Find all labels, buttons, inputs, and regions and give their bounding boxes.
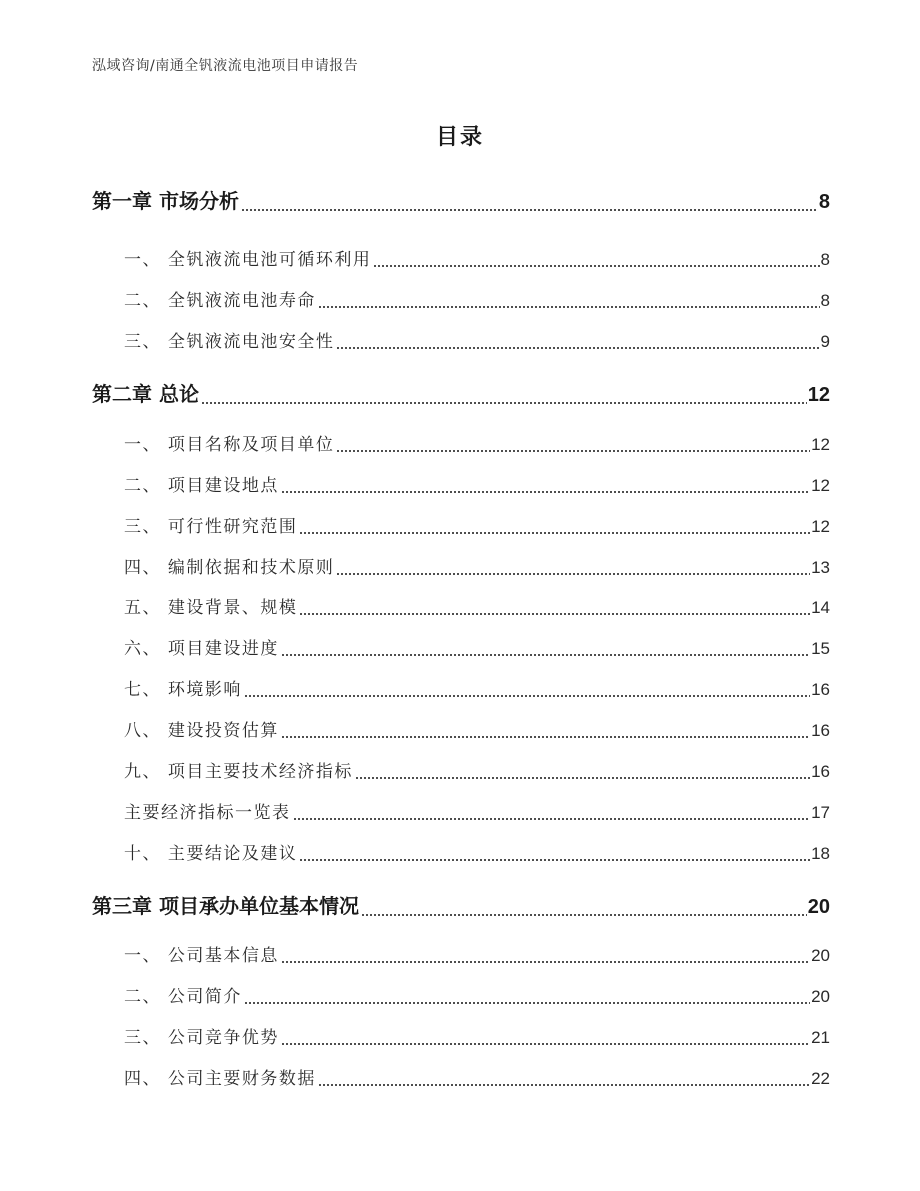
dot-leader <box>281 721 810 738</box>
toc-entry[interactable] <box>92 1023 830 1048</box>
toc-entry-page: 20 <box>807 896 830 918</box>
toc-entry-chapter-2[interactable] <box>92 378 830 407</box>
toc-entry-page: 12 <box>811 517 830 536</box>
toc-entry[interactable] <box>92 553 830 578</box>
toc-entry-label: 二、 公司简介 <box>124 987 242 1007</box>
toc-entry-label: 四、 公司主要财务数据 <box>124 1069 316 1089</box>
toc-entry-page: 17 <box>811 803 830 822</box>
toc-entry-label: 六、 项目建设进度 <box>124 639 279 659</box>
toc-entry-page: 20 <box>811 987 830 1006</box>
toc-entry[interactable] <box>92 471 830 496</box>
toc-entry[interactable] <box>92 286 830 311</box>
dot-leader <box>318 1069 810 1086</box>
toc-entry[interactable] <box>92 941 830 966</box>
toc-entry[interactable] <box>92 982 830 1007</box>
dot-leader <box>241 191 818 211</box>
toc-entry-page: 14 <box>811 598 830 617</box>
toc-entry-label: 八、 建设投资估算 <box>124 721 279 741</box>
toc-entry-page: 8 <box>820 250 830 269</box>
dot-leader <box>293 803 811 820</box>
toc-entry-page: 12 <box>811 476 830 495</box>
toc-entry-page: 20 <box>811 946 830 965</box>
toc-entry-page: 13 <box>811 558 830 577</box>
toc-entry-chapter-3[interactable] <box>92 890 830 919</box>
toc-entry[interactable] <box>92 757 830 782</box>
toc-entry-page: 18 <box>811 844 830 863</box>
dot-leader <box>318 291 820 308</box>
toc-entry-label: 第一章 市场分析 <box>92 189 239 213</box>
dot-leader <box>201 384 807 404</box>
toc-entry-label: 一、 公司基本信息 <box>124 946 279 966</box>
dot-leader <box>244 680 810 697</box>
toc-entry-page: 8 <box>818 191 830 213</box>
toc-entry-page: 16 <box>811 680 830 699</box>
toc-entry-page: 22 <box>811 1069 830 1088</box>
toc-entry[interactable] <box>92 716 830 741</box>
toc-entry-page: 15 <box>811 639 830 658</box>
dot-leader <box>244 987 810 1004</box>
toc-entry-page: 16 <box>811 721 830 740</box>
dot-leader <box>336 332 819 349</box>
toc-entry-page: 21 <box>811 1028 830 1047</box>
dot-leader <box>336 558 810 575</box>
toc-entry-label: 第二章 总论 <box>92 382 199 406</box>
toc-entry-page: 12 <box>807 384 830 406</box>
dot-leader <box>299 517 810 534</box>
toc-entry[interactable] <box>92 634 830 659</box>
toc-entry-label: 七、 环境影响 <box>124 680 242 700</box>
toc-entry[interactable] <box>92 1064 830 1089</box>
toc-entry-page: 16 <box>811 762 830 781</box>
toc-entry-chapter-1[interactable] <box>92 185 830 214</box>
running-header: 泓域咨询/南通全钒液流电池项目申请报告 <box>92 58 359 74</box>
toc-title: 目录 <box>435 125 484 150</box>
toc-entry[interactable] <box>92 839 830 864</box>
toc-entry[interactable] <box>92 430 830 455</box>
dot-leader <box>281 639 810 656</box>
toc-entry[interactable] <box>92 327 830 352</box>
toc-entry-label: 二、 全钒液流电池寿命 <box>124 291 316 311</box>
toc-entry[interactable] <box>92 593 830 618</box>
dot-leader <box>336 435 810 452</box>
dot-leader <box>281 476 810 493</box>
toc-entry-label: 一、 项目名称及项目单位 <box>124 435 335 455</box>
dot-leader <box>299 844 810 861</box>
dot-leader <box>361 896 807 916</box>
toc-entry[interactable] <box>92 512 830 537</box>
toc-entry-label: 九、 项目主要技术经济指标 <box>124 762 353 782</box>
toc-entry-page: 8 <box>820 291 830 310</box>
toc-entry-label: 三、 全钒液流电池安全性 <box>124 332 335 352</box>
toc-entry-label: 二、 项目建设地点 <box>124 476 279 496</box>
toc-entry-label: 四、 编制依据和技术原则 <box>124 558 335 578</box>
dot-leader <box>281 1028 810 1045</box>
toc-entry-page: 9 <box>820 332 830 351</box>
toc-entry[interactable] <box>92 245 830 270</box>
toc-entry-label: 主要经济指标一览表 <box>124 803 291 823</box>
dot-leader <box>355 762 810 779</box>
toc-entry-page: 12 <box>811 435 830 454</box>
toc-entry-label: 第三章 项目承办单位基本情况 <box>92 894 359 918</box>
toc-entry-label: 一、 全钒液流电池可循环利用 <box>124 250 372 270</box>
toc-entry-label: 十、 主要结论及建议 <box>124 844 298 864</box>
dot-leader <box>299 598 810 615</box>
toc-entry-label: 三、 公司竞争优势 <box>124 1028 279 1048</box>
toc-entry-label: 五、 建设背景、规模 <box>124 598 298 618</box>
dot-leader <box>373 250 819 267</box>
toc-entry-label: 三、 可行性研究范围 <box>124 517 298 537</box>
toc-entry[interactable] <box>92 798 830 823</box>
toc-entry[interactable] <box>92 675 830 700</box>
dot-leader <box>281 946 810 963</box>
